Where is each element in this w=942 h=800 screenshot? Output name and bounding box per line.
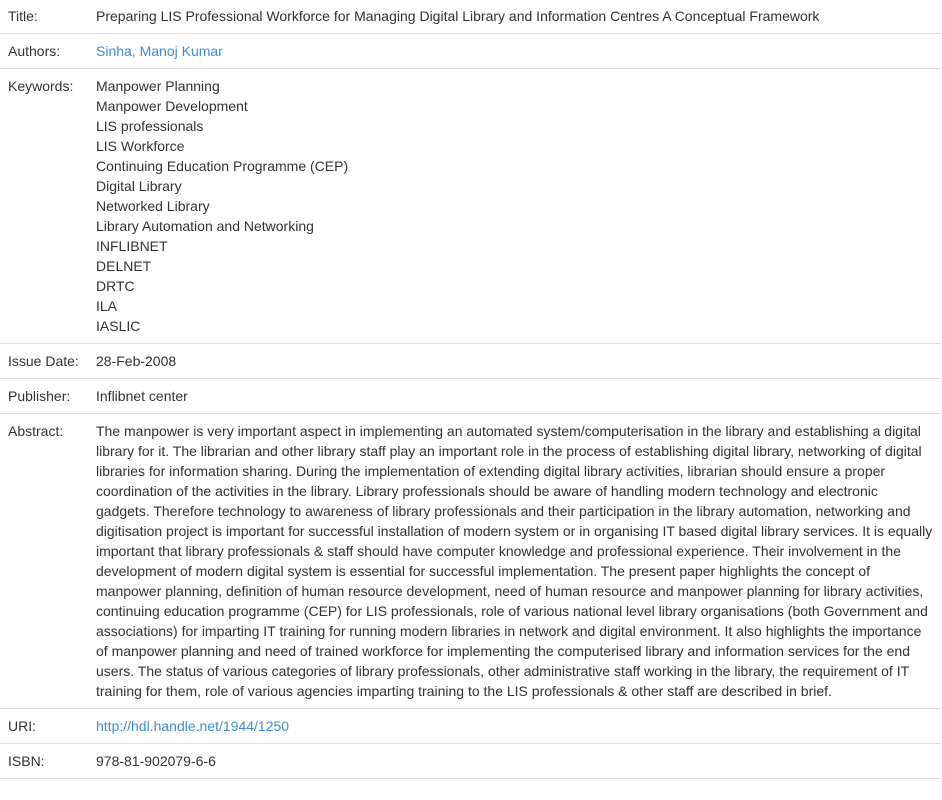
metadata-row-authors: [0, 34, 940, 69]
keyword-item: LIS Workforce: [96, 138, 185, 154]
metadata-row-isbn: [0, 744, 940, 779]
keyword-item: ILA: [96, 298, 118, 314]
keyword-item: Digital Library: [96, 178, 182, 194]
metadata-row-issue-date: [0, 344, 940, 379]
metadata-row-publisher: [0, 379, 940, 414]
abstract-text: The manpower is very important aspect in implementing an automated system/computerisation in the library and establishing a digital library for it. The librarian and other library staff play an important role in the process of establishing digital library, networking of digital libraries for information sharing. During the implementation of extending digital library activities, librarian should ensure a proper coordination of the activities in the library. Library professionals should be aware of handling modern technology and electronic gadgets. Therefore technology to awareness of library professionals and their participation in the library automation, networking and digitisation project is important for successful installation of modern system or in organising IT based digital library services. It is equally important that library professionals & staff should have computer knowledge and professional experience. Their involvement in the development of modern digital system is essential for successful implementation. The present paper highlights the concept of manpower planning, definition of human resource development, need of human resource and manpower planning for library activities, continuing education programme (CEP) for LIS professionals, role of various national level library organisations (both Government and associations) for imparting IT training for running modern libraries in network and digital environment. It also highlights the importance of manpower planning and need of trained workforce for implementing the computerised library and information services for the end users. The status of various categories of library professionals, other administrative staff working in the library, the requirement of IT training for them, role of various agencies imparting training to the LIS professionals & other staff are described in brief.: [96, 423, 933, 699]
metadata-row-title: [0, 0, 940, 34]
authors-value: [88, 34, 940, 69]
abstract-value: [88, 414, 940, 709]
keyword-item: Networked Library: [96, 198, 210, 214]
uri-link[interactable]: http://hdl.handle.net/1944/1250: [96, 718, 290, 734]
keyword-item: Library Automation and Networking: [96, 218, 314, 234]
isbn-label: ISBN:: [0, 744, 88, 779]
metadata-row-uri: [0, 709, 940, 744]
issue-date-label: Issue Date:: [0, 344, 88, 379]
keyword-item: DELNET: [96, 258, 152, 274]
keyword-item: IASLIC: [96, 318, 141, 334]
metadata-row-abstract: [0, 414, 940, 709]
title-label: Title:: [0, 0, 88, 34]
keyword-item: INFLIBNET: [96, 238, 168, 254]
publisher-label: Publisher:: [0, 379, 88, 414]
keyword-item: LIS professionals: [96, 118, 204, 134]
keyword-item: Manpower Planning: [96, 78, 220, 94]
title-value: Preparing LIS Professional Workforce for Managing Digital Library and Information Centres A Conceptual Framework: [88, 0, 940, 34]
keyword-item: Manpower Development: [96, 98, 248, 114]
keywords-label: Keywords:: [0, 69, 88, 344]
keyword-item: Continuing Education Programme (CEP): [96, 158, 349, 174]
abstract-label: Abstract:: [0, 414, 88, 709]
keyword-item: DRTC: [96, 278, 135, 294]
author-link[interactable]: Sinha, Manoj Kumar: [96, 43, 223, 59]
uri-value: [88, 709, 940, 744]
publisher-value: Inflibnet center: [88, 379, 940, 414]
issue-date-value: 28-Feb-2008: [88, 344, 940, 379]
authors-label: Authors:: [0, 34, 88, 69]
keywords-list: [88, 69, 940, 344]
isbn-value: 978-81-902079-6-6: [88, 744, 940, 779]
uri-label: URI:: [0, 709, 88, 744]
metadata-row-keywords: [0, 69, 940, 344]
